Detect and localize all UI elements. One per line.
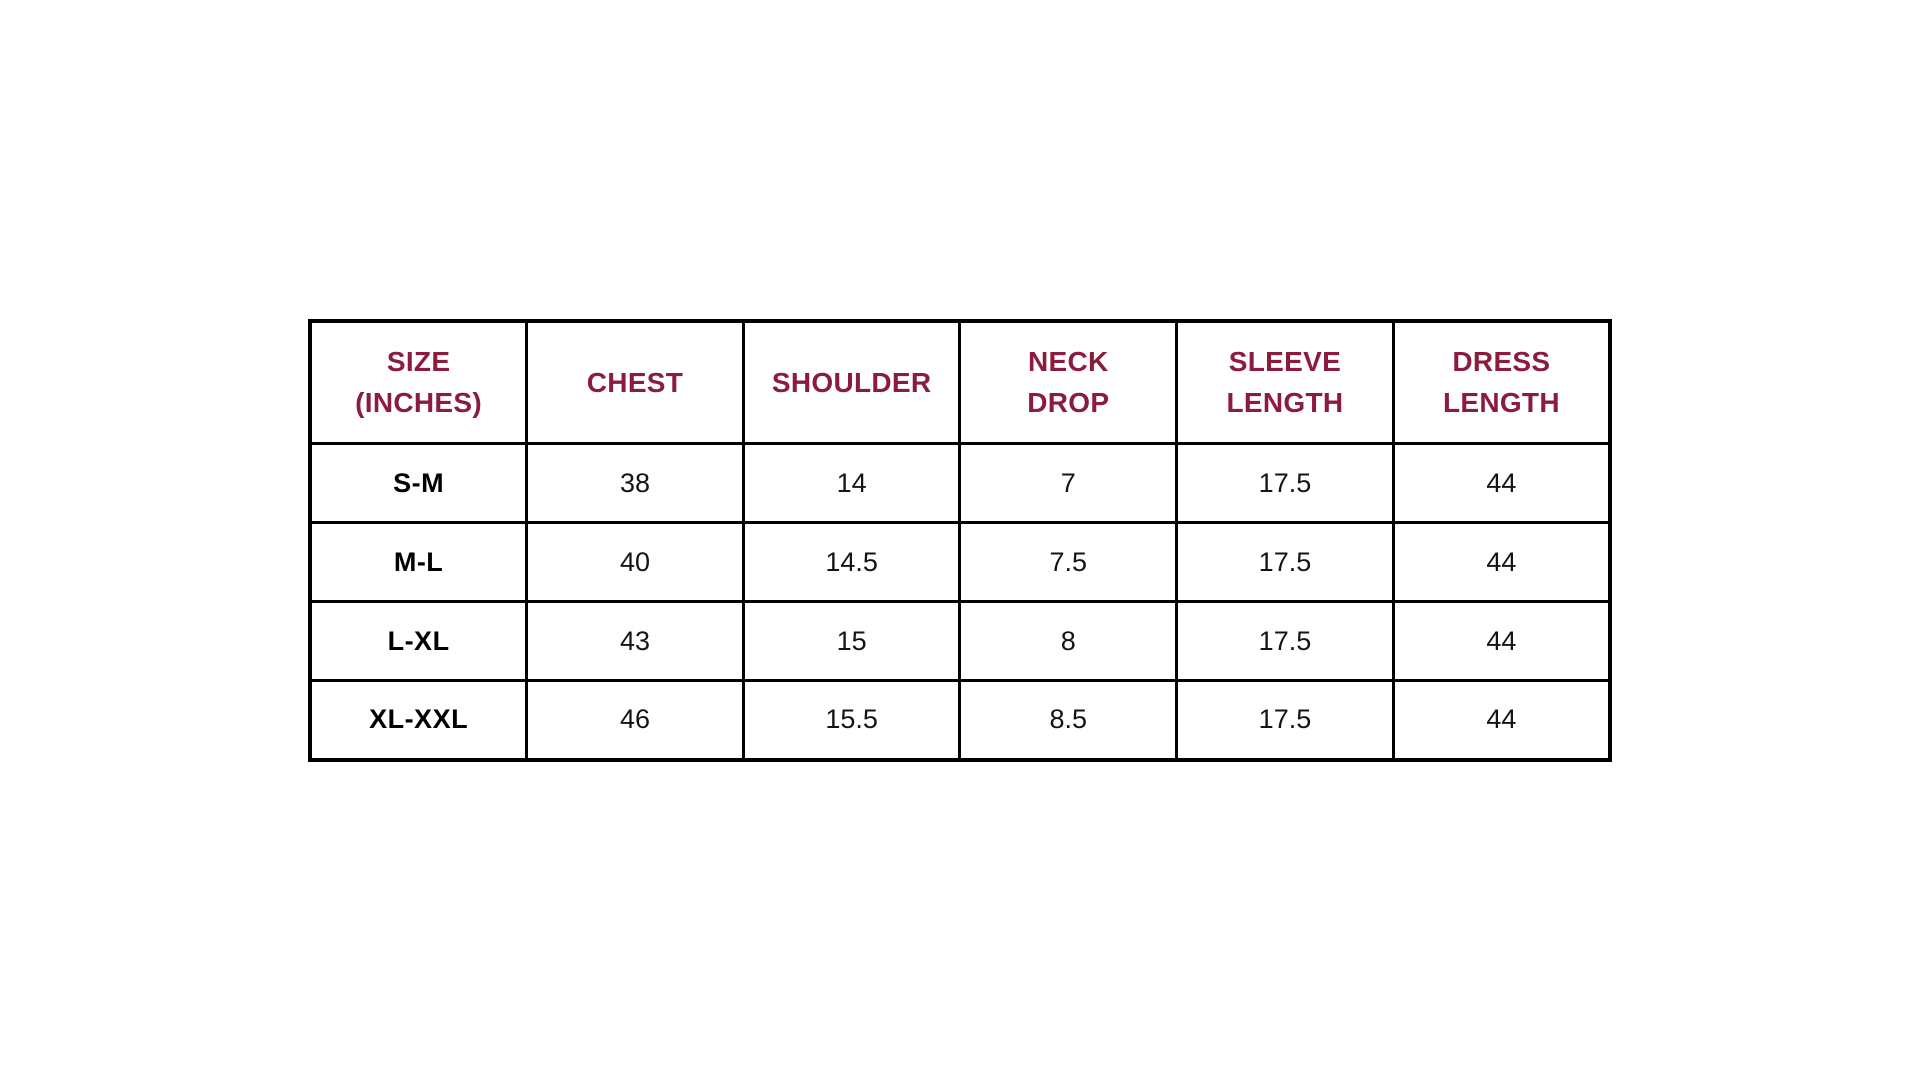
- cell-neck-drop: 7: [960, 444, 1177, 523]
- cell-dress-length: 44: [1393, 681, 1610, 760]
- header-neck-drop-line1: NECK: [1028, 346, 1109, 378]
- row-size-label: L-XL: [310, 602, 527, 681]
- cell-chest: 38: [527, 444, 744, 523]
- header-dress-length-line1: DRESS: [1452, 346, 1551, 378]
- header-cell-neck-drop: [960, 321, 1177, 444]
- cell-shoulder: 15: [743, 602, 960, 681]
- header-row: [310, 321, 1610, 444]
- header-cell-dress-length: [1393, 321, 1610, 444]
- cell-dress-length: 44: [1393, 602, 1610, 681]
- cell-shoulder: 15.5: [743, 681, 960, 760]
- header-chest-line1: CHEST: [586, 366, 684, 398]
- cell-neck-drop: 7.5: [960, 523, 1177, 602]
- cell-sleeve-length: 17.5: [1177, 602, 1394, 681]
- cell-sleeve-length: 17.5: [1177, 444, 1394, 523]
- cell-dress-length: 44: [1393, 444, 1610, 523]
- header-cell-size: [310, 321, 527, 444]
- cell-neck-drop: 8.5: [960, 681, 1177, 760]
- cell-neck-drop: 8: [960, 602, 1177, 681]
- header-neck-drop-line2: DROP: [1027, 387, 1110, 419]
- header-size-line2: (INCHES): [355, 387, 482, 419]
- table-row: [310, 602, 1610, 681]
- cell-chest: 40: [527, 523, 744, 602]
- cell-chest: 46: [527, 681, 744, 760]
- table-row: [310, 444, 1610, 523]
- header-cell-chest: [527, 321, 744, 444]
- header-size-line1: SIZE: [386, 346, 451, 378]
- row-size-label: M-L: [310, 523, 527, 602]
- table-row: [310, 523, 1610, 602]
- header-sleeve-length-line2: LENGTH: [1226, 387, 1344, 419]
- header-cell-shoulder: [743, 321, 960, 444]
- cell-chest: 43: [527, 602, 744, 681]
- row-size-label: XL-XXL: [310, 681, 527, 760]
- header-shoulder-line1: SHOULDER: [771, 366, 932, 398]
- cell-shoulder: 14.5: [743, 523, 960, 602]
- cell-dress-length: 44: [1393, 523, 1610, 602]
- header-sleeve-length-line1: SLEEVE: [1228, 346, 1342, 378]
- cell-shoulder: 14: [743, 444, 960, 523]
- cell-sleeve-length: 17.5: [1177, 523, 1394, 602]
- header-cell-sleeve-length: [1177, 321, 1394, 444]
- table-row: [310, 681, 1610, 760]
- size-chart-table: [308, 319, 1612, 762]
- cell-sleeve-length: 17.5: [1177, 681, 1394, 760]
- header-dress-length-line2: LENGTH: [1442, 387, 1560, 419]
- row-size-label: S-M: [310, 444, 527, 523]
